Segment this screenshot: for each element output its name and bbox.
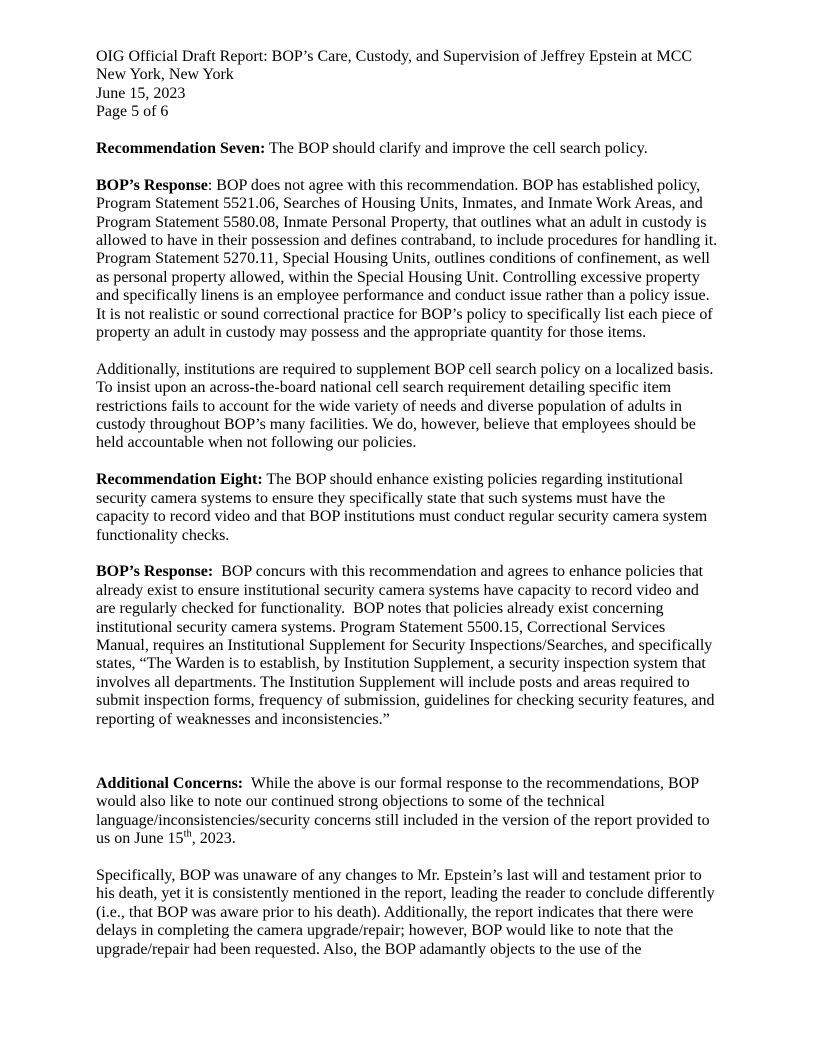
header-date: June 15, 2023 (96, 84, 186, 102)
additional-concerns-text-after-sup: , 2023. (191, 830, 236, 848)
header-page-number: Page 5 of 6 (96, 103, 169, 121)
bop-response-eight-paragraph (96, 563, 720, 729)
localized-basis-paragraph (96, 361, 720, 453)
bop-response-seven-label: BOP’s Response (96, 176, 208, 194)
bop-response-seven-text: : BOP does not agree with this recommendation. BOP has established policy, Program Statement 5521.06, Searches of Housing Units, Inmates, and Inmate Work Areas, and Program Statement 5580.08, Inmate Personal Property, that outlines what an adult in custody is allowed to have in their possession and defines contraband, to include procedures for handling it. Program Statement 5270.11, Special Housing Units, outlines conditions of confinement, as well as personal property allowed, within the Special Housing Unit. Controlling excessive property and specifically linens is an employee performance and conduct issue rather than a policy issue. It is not realistic or sound correctional practice for BOP’s policy to specifically list each piece of property an adult in custody may possess and the appropriate quantity for those items. (96, 176, 722, 342)
specific-objections-text: Specifically, BOP was unaware of any changes to Mr. Epstein’s last will and testament prior to his death, yet it is consistently mentioned in the report, leading the reader to conclude differently (i.e., that BOP was aware prior to his death). Additionally, the report indicates that there were delays in completing the camera upgrade/repair; however, BOP would like to note that the upgrade/repair had been requested. Also, the BOP adamantly objects to the use of the (96, 866, 719, 958)
document-header (96, 48, 720, 122)
recommendation-eight-text: The BOP should enhance existing policies regarding institutional security camera systems to ensure they specifically state that such systems must have the capacity to record video and that BOP institutions must conduct regular security camera system functionality checks. (96, 471, 712, 544)
bop-response-eight-text: BOP concurs with this recommendation and agrees to enhance policies that already exist to ensure institutional security camera systems have capacity to record video and are regularly checked for functionality. BOP notes that policies already exist concerning institutional security camera systems. Program Statement 5500.15, Correctional Services Manual, requires an Institutional Supplement for Security Inspections/Searches, and specifically states, “The Warden is to establish, by Institution Supplement, a security inspection system that involves all departments. The Institution Supplement will include posts and areas required to submit inspection forms, frequency of submission, guidelines for checking security features, and reporting of weaknesses and inconsistencies.” (96, 563, 719, 728)
additional-concerns-text-before-sup: While the above is our formal response to the recommendations, BOP would also like to note our continued strong objections to some of the technical language/inconsistencies/security concerns still included in the version of the report provided to us on June 15 (96, 774, 714, 848)
recommendation-seven-label: Recommendation Seven: (96, 140, 266, 158)
header-title-line-1: OIG Official Draft Report: BOP’s Care, Custody, and Supervision of Jeffrey Epstein at MCC (96, 48, 693, 65)
recommendation-eight-label: Recommendation Eight: (96, 471, 263, 489)
localized-basis-text: Additionally, institutions are required to supplement BOP cell search policy on a localized basis. To insist upon an across-the-board national cell search requirement detailing specific item restrictions fails to account for the wide variety of needs and diverse population of adults in custody throughout BOP’s many facilities. We do, however, believe that employees should be held accountable when not following our policies. (96, 360, 718, 452)
header-title-line-2: New York, New York (96, 66, 234, 84)
ordinal-superscript: th (183, 828, 192, 840)
bop-response-eight-label: BOP’s Response: (96, 563, 214, 581)
recommendation-seven-paragraph (96, 140, 720, 158)
recommendation-eight-paragraph (96, 471, 720, 545)
recommendation-seven-text: The BOP should clarify and improve the cell search policy. (265, 140, 648, 158)
bop-response-seven-paragraph (96, 177, 720, 343)
specific-objections-paragraph (96, 867, 720, 959)
additional-concerns-label: Additional Concerns: (96, 774, 244, 792)
additional-concerns-paragraph (96, 775, 720, 849)
